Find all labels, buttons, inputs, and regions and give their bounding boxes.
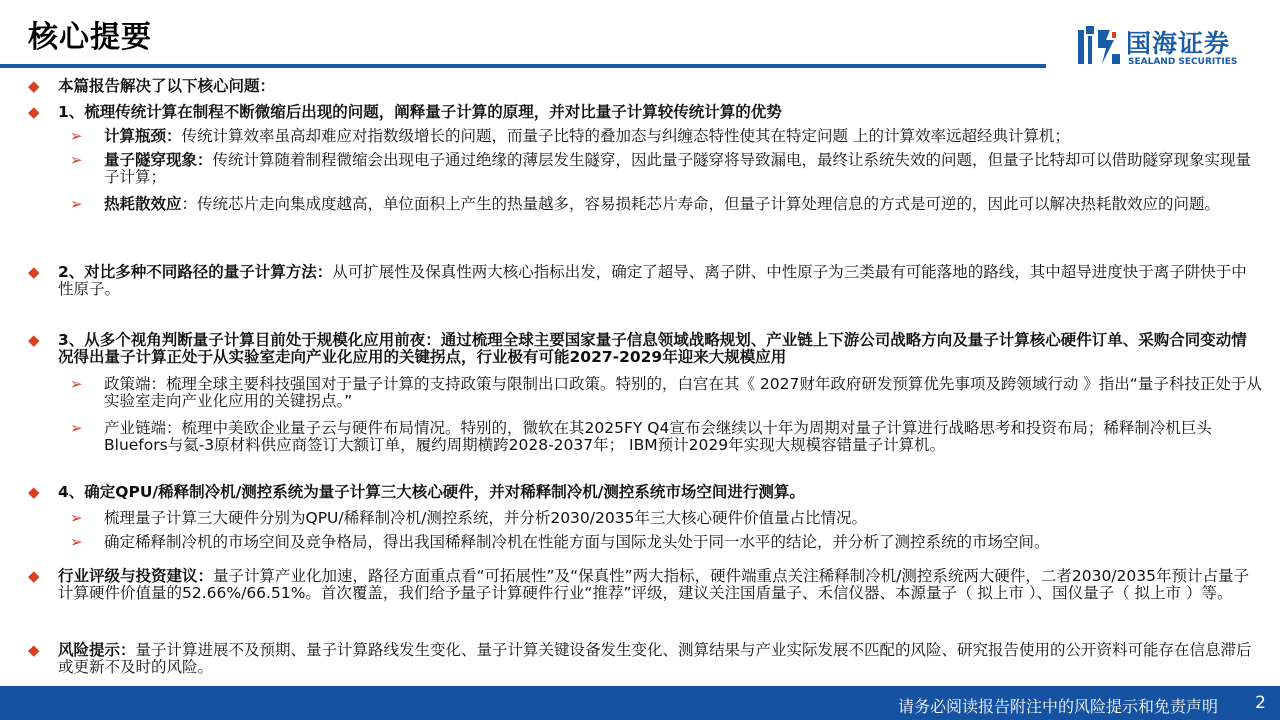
point-1-lead: 1、梳理传统计算在制程不断微缩后出现的问题，阐释量子计算的原理，并对比量子计算较传统计算的优势 — [58, 103, 782, 121]
sub-text: 产业链端：梳理中美欧企业量子云与硬件布局情况。特别的，微软在其2025FY Q4宣布会继续以十年为周期对量子计算进行战略思考和投资布局；稀释制冷机巨头Bluefors与氦-3原材料供应商签订大额订单，履约周期横跨2028-2037年； IBM预计2029年实现大规模容错量子计算机。 — [104, 419, 1212, 454]
point-1-sub-3 — [70, 196, 1262, 213]
intro-text: 本篇报告解决了以下核心问题： — [58, 77, 276, 95]
sub-text: ：传统芯片走向集成度越高，单位面积上产生的热量越多，容易损耗芯片寿命，但量子计算处理信息的方式是可逆的，因此可以解决热耗散效应的问题。 — [181, 195, 1221, 213]
point-2 — [28, 264, 1262, 298]
diamond-bullet-icon: ◆ — [28, 331, 40, 349]
logo-chinese-name: 国海证券 — [1126, 29, 1231, 58]
diamond-bullet-icon: ◆ — [28, 641, 40, 659]
point-2-lead: 2、对比多种不同路径的量子计算方法： — [58, 263, 333, 281]
diamond-bullet-icon: ◆ — [28, 567, 40, 585]
sub-text: 传统计算随着制程微缩会出现电子通过绝缘的薄层发生隧穿，因此量子隧穿将导致漏电，最终让系统失效的问题，但量子比特却可以借助隧穿现象实现量子计算； — [104, 151, 1252, 186]
disclaimer-text: 请务必阅读报告附注中的风险提示和免责声明 — [897, 697, 1218, 716]
arrow-bullet-icon: ➢ — [70, 533, 83, 551]
page-title: 核心提要 — [28, 20, 152, 55]
arrow-bullet-icon: ➢ — [70, 195, 83, 213]
arrow-bullet-icon: ➢ — [70, 509, 83, 527]
logo-english-name: SEALAND SECURITIES — [1128, 57, 1238, 67]
sub-text: 传统计算效率虽高却难应对指数级增长的问题，而量子比特的叠加态与纠缠态特性使其在特定问题 上的计算效率远超经典计算机； — [181, 127, 1070, 145]
sub-lead: 量子隧穿现象： — [104, 151, 213, 169]
title-underline — [0, 64, 1046, 68]
point-3 — [28, 332, 1262, 366]
sub-lead: 热耗散效应 — [104, 195, 182, 213]
diamond-bullet-icon: ◆ — [28, 263, 40, 281]
point-2-text: 从可扩展性及保真性两大核心指标出发，确定了超导、离子阱、中性原子为三类最有可能落地的路线，其中超导进度快于离子阱快于中性原子。 — [58, 263, 1247, 298]
point-4-lead: 4、确定QPU/稀释制冷机/测控系统为量子计算三大核心硬件，并对稀释制冷机/测控系统市场空间进行测算。 — [58, 483, 805, 501]
page-number: 2 — [1255, 693, 1266, 713]
point-1-sub-2 — [70, 152, 1262, 186]
sub-text: 梳理量子计算三大硬件分别为QPU/稀释制冷机/测控系统，并分析2030/2035年三大核心硬件价值量占比情况。 — [104, 509, 867, 527]
diamond-bullet-icon: ◆ — [28, 77, 40, 95]
point-1 — [28, 104, 1262, 121]
point-1-sub-1 — [70, 128, 1262, 145]
arrow-bullet-icon: ➢ — [70, 151, 83, 169]
rating-lead: 行业评级与投资建议： — [58, 567, 214, 585]
rating-text: 量子计算产业化加速，路径方面重点看“可拓展性”及“保真性”两大指标，硬件端重点关注稀释制冷机/测控系统两大硬件，二者2030/2035年预计占量子计算硬件价值量的52.66%/66.51%。首次覆盖，我们给予量子计算硬件行业“推荐”评级，建议关注国盾量子、禾信仪器、本源量子（ 拟上市 ）、国仪量子（ 拟上市 ）等。 — [58, 567, 1249, 602]
point-3-lead: 3、从多个视角判断量子计算目前处于规模化应用前夜：通过梳理全球主要国家量子信息领域战略规划、产业链上下游公司战略方向及量子计算核心硬件订单、采购合同变动情况得出量子计算正处于从实验室走向产业化应用的关键拐点，行业极有可能2027-2029年迎来大规模应用 — [58, 331, 1247, 366]
footer-bar — [0, 686, 1280, 720]
arrow-bullet-icon: ➢ — [70, 127, 83, 145]
point-4-sub-2 — [70, 534, 1262, 551]
risk-lead: 风险提示： — [58, 641, 136, 659]
risk-text: 量子计算进展不及预期、量子计算路线发生变化、量子计算关键设备发生变化、测算结果与产业实际发展不匹配的风险、研究报告使用的公开资料可能存在信息滞后或更新不及时的风险。 — [58, 641, 1252, 676]
arrow-bullet-icon: ➢ — [70, 375, 83, 393]
point-3-sub-1 — [70, 376, 1262, 410]
sub-text: 确定稀释制冷机的市场空间及竞争格局，得出我国稀释制冷机在性能方面与国际龙头处于同一水平的结论，并分析了测控系统的市场空间。 — [104, 533, 1050, 551]
sealand-logo-icon — [1076, 24, 1122, 70]
sub-lead: 计算瓶颈： — [104, 127, 182, 145]
point-3-sub-2 — [70, 420, 1262, 454]
intro-point — [28, 78, 1262, 95]
arrow-bullet-icon: ➢ — [70, 419, 83, 437]
point-4 — [28, 484, 1262, 501]
diamond-bullet-icon: ◆ — [28, 483, 40, 501]
sub-text: 政策端：梳理全球主要科技强国对于量子计算的支持政策与限制出口政策。特别的，白宫在其《 2027财年政府研发预算优先事项及跨领域行动 》指出“量子科技正处于从实验室走向产业化应用的关键拐点。” — [104, 375, 1262, 410]
diamond-bullet-icon: ◆ — [28, 103, 40, 121]
point-4-sub-1 — [70, 510, 1262, 527]
company-logo — [1076, 24, 1266, 72]
rating-point — [28, 568, 1262, 602]
risk-point — [28, 642, 1262, 676]
